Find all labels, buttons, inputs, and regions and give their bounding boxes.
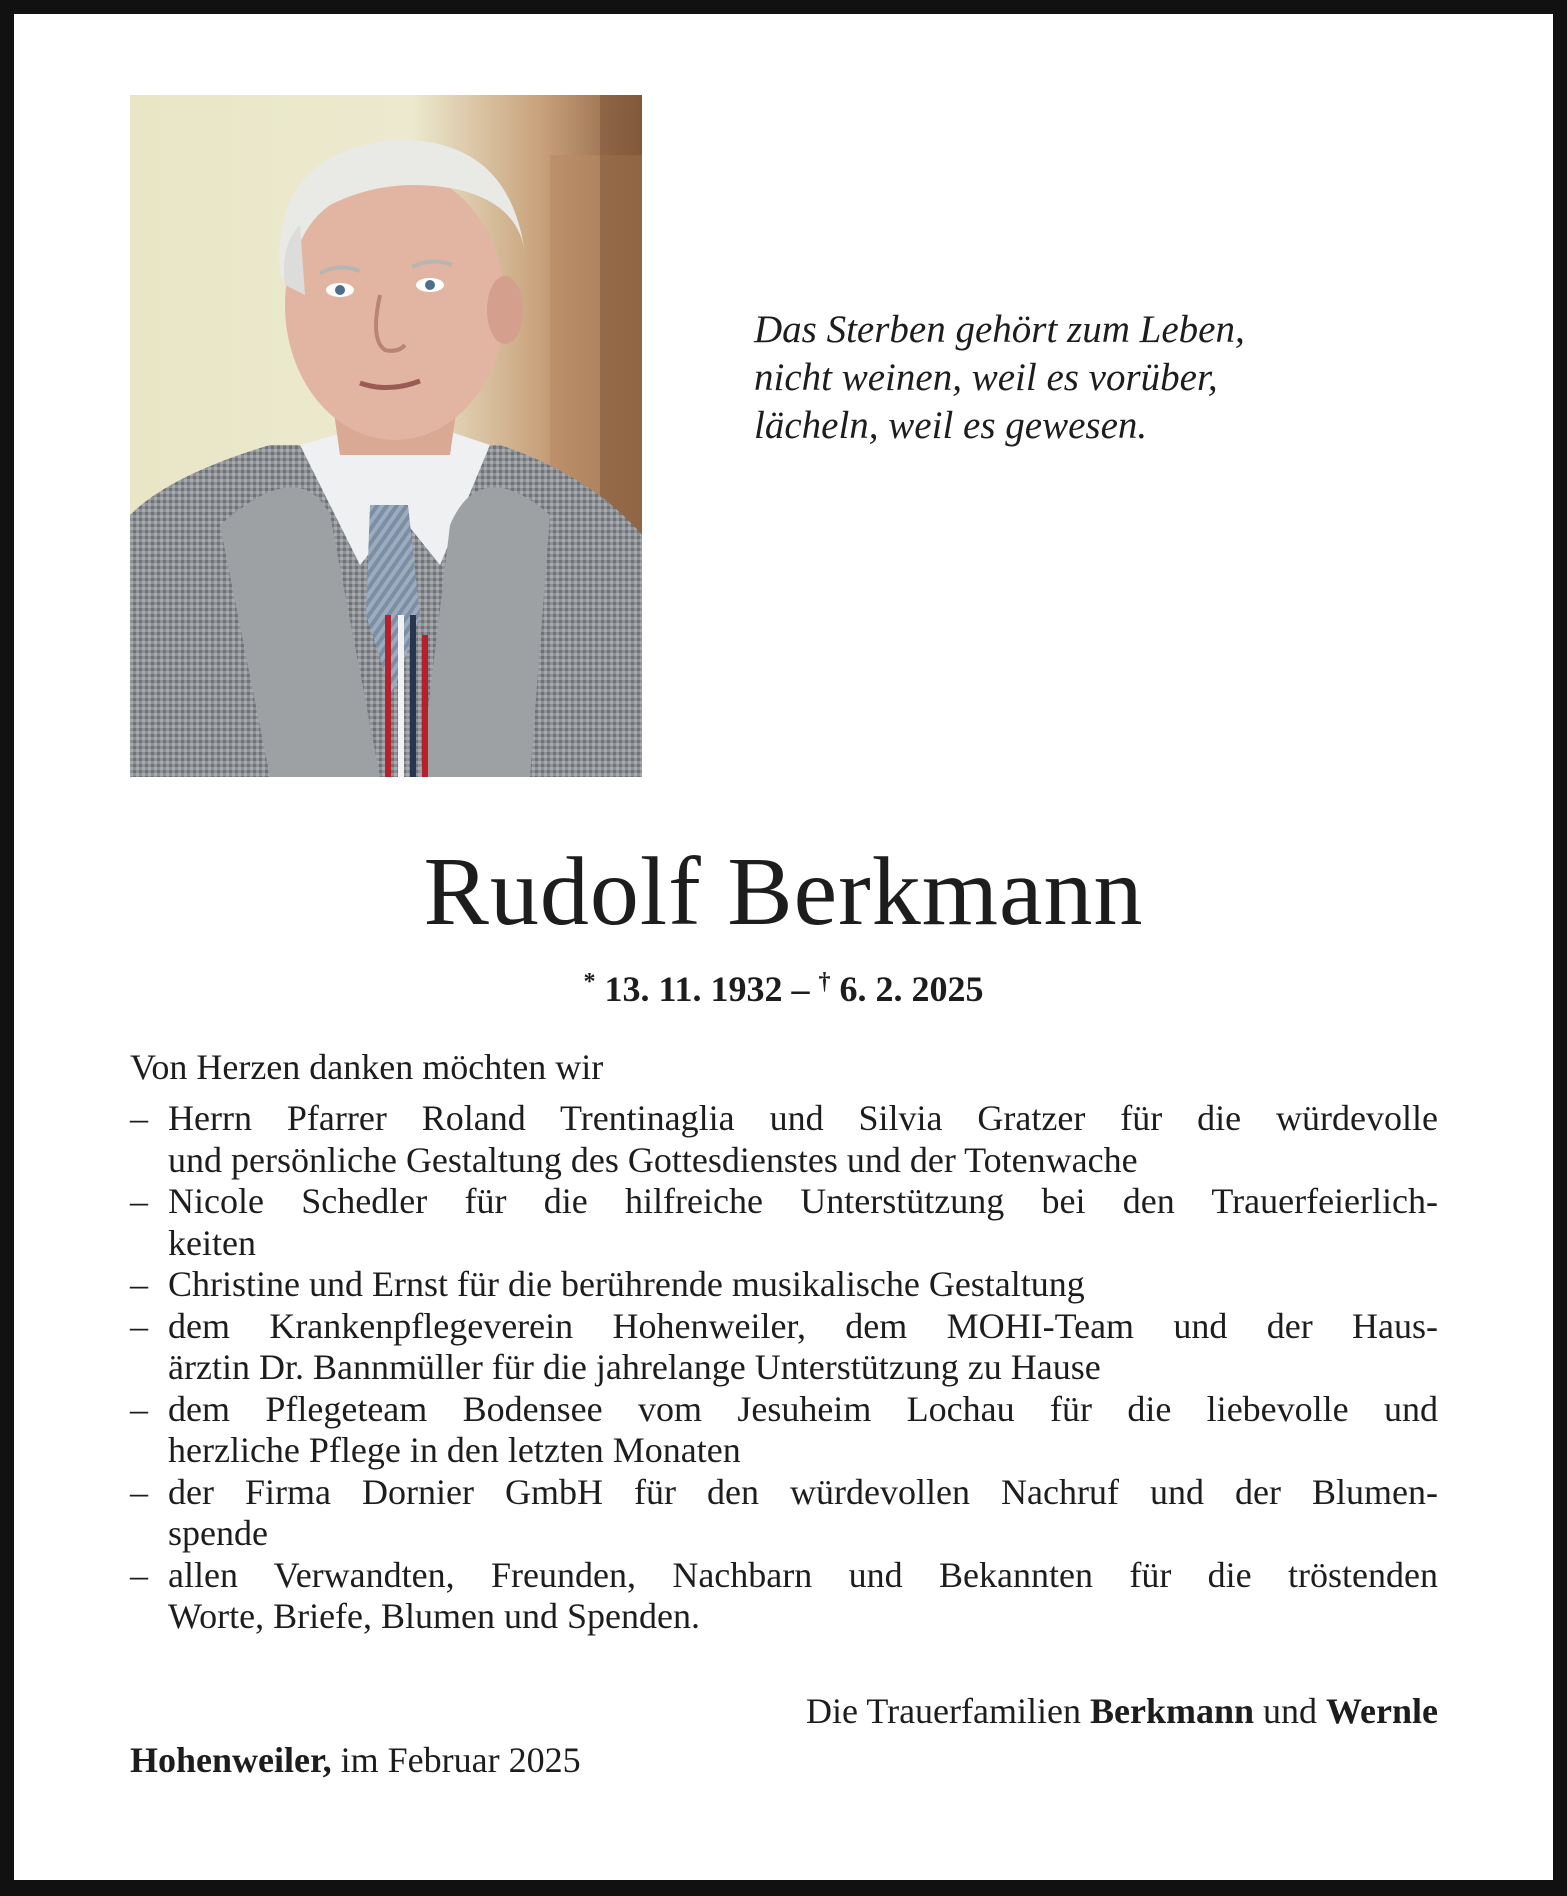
dash-bullet: – bbox=[130, 1181, 148, 1221]
list-item-line: der Firma Dornier GmbH für den würdevollen Nachruf und der Blumen- bbox=[168, 1471, 1438, 1512]
list-item bbox=[130, 1555, 1438, 1638]
list-item-line: spende bbox=[168, 1513, 268, 1553]
life-dates bbox=[0, 960, 1567, 1011]
list-item-line: allen Verwandten, Freunden, Nachbarn und Bekannten für die tröstenden bbox=[168, 1554, 1438, 1595]
place-town: Hohenweiler, bbox=[130, 1740, 332, 1780]
family-prefix: Die Trauerfamilien bbox=[806, 1691, 1090, 1731]
thanks-intro: Von Herzen danken möchten wir bbox=[130, 1047, 604, 1087]
dash-bullet: – bbox=[130, 1554, 148, 1595]
place-and-date bbox=[130, 1739, 581, 1781]
list-item-line: Christine und Ernst für die berührende musikalische Gestaltung bbox=[168, 1264, 1085, 1304]
list-item-line: keiten bbox=[168, 1222, 256, 1263]
family-name-1: Berkmann bbox=[1089, 1691, 1255, 1731]
list-item bbox=[130, 1389, 1438, 1472]
dash-bullet: – bbox=[130, 1471, 148, 1512]
thanks-list bbox=[130, 1098, 1438, 1638]
death-date: 6. 2. 2025 bbox=[839, 969, 984, 1009]
birth-symbol: * bbox=[583, 969, 596, 995]
memorial-quote bbox=[754, 306, 1245, 450]
mourning-families bbox=[806, 1690, 1438, 1732]
list-item bbox=[130, 1264, 1438, 1306]
dash-bullet: – bbox=[130, 1098, 148, 1138]
quote-line-1: Das Sterben gehört zum Leben, bbox=[754, 308, 1245, 351]
place-date: im Februar 2025 bbox=[331, 1740, 581, 1780]
date-separator: – bbox=[782, 969, 819, 1009]
list-item-line: und persönliche Gestaltung des Gottesdienstes und der Totenwache bbox=[168, 1139, 1138, 1180]
list-item-line: herzliche Pflege in den letzten Monaten bbox=[168, 1430, 741, 1470]
list-item bbox=[130, 1098, 1438, 1181]
birth-date: 13. 11. 1932 bbox=[604, 969, 783, 1009]
list-item-line: dem Pflegeteam Bodensee vom Jesuheim Lochau für die liebevolle und bbox=[168, 1388, 1438, 1429]
list-item-line: ärztin Dr. Bannmüller für die jahrelange Unterstützung zu Hause bbox=[168, 1347, 1101, 1387]
list-item-line: Worte, Briefe, Blumen und Spenden. bbox=[168, 1596, 700, 1636]
portrait-illustration bbox=[130, 95, 642, 777]
list-item bbox=[130, 1306, 1438, 1389]
list-item-line: Nicole Schedler für die hilfreiche Unterstützung bei den Trauerfeierlich- bbox=[168, 1181, 1438, 1221]
deceased-name: Rudolf Berkmann bbox=[423, 838, 1144, 946]
list-item bbox=[130, 1472, 1438, 1555]
family-conjunction: und bbox=[1254, 1691, 1327, 1731]
portrait-photo bbox=[130, 95, 642, 777]
list-item-line: Herrn Pfarrer Roland Trentinaglia und Silvia Gratzer für die würdevolle bbox=[168, 1098, 1438, 1138]
family-name-2: Wernle bbox=[1326, 1691, 1438, 1731]
list-item bbox=[130, 1181, 1438, 1264]
dash-bullet: – bbox=[130, 1388, 148, 1429]
quote-line-2: nicht weinen, weil es vorüber, bbox=[754, 356, 1218, 399]
dash-bullet: – bbox=[130, 1264, 148, 1304]
dash-bullet: – bbox=[130, 1305, 148, 1346]
list-item-line: dem Krankenpflegeverein Hohenweiler, dem MOHI-Team und der Haus- bbox=[168, 1305, 1438, 1346]
death-symbol: † bbox=[818, 969, 831, 995]
quote-line-3: lächeln, weil es gewesen. bbox=[754, 404, 1148, 447]
